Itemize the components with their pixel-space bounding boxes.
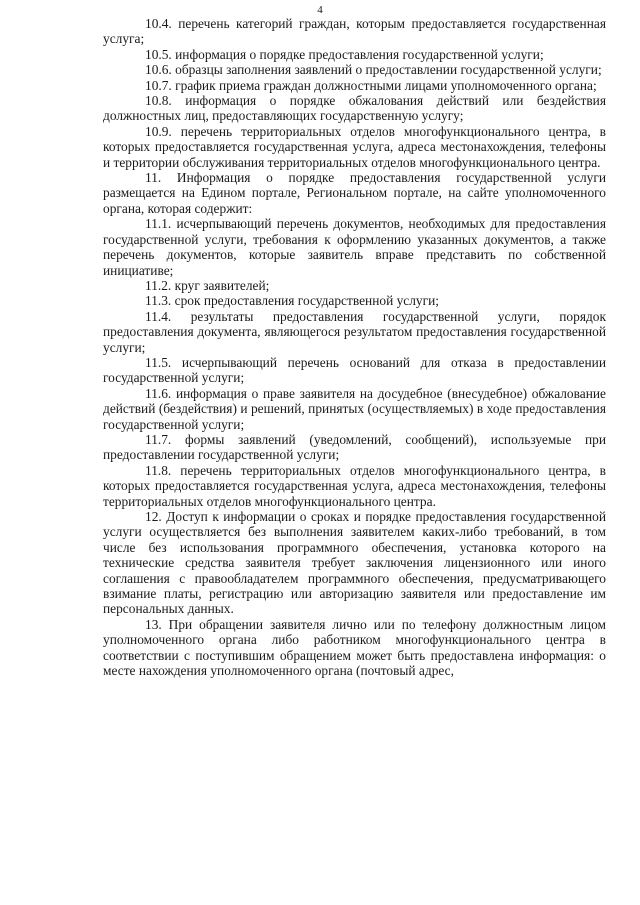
- paragraph-10-6: 10.6. образцы заполнения заявлений о предоставлении государственной услуги;: [145, 62, 602, 78]
- paragraph-11: 11. Информация о порядке предоставления государственной услуги размещается на Едином портале, Региональном портале, на сайте уполномоченного органа, которая содержит:: [103, 170, 606, 216]
- paragraph-10-4: 10.4. перечень категорий граждан, которым предоставляется государственная услуга;: [103, 16, 606, 47]
- paragraph-13: 13. При обращении заявителя лично или по телефону должностным лицом уполномоченного органа либо работником многофункционального центра в соответствии с поступившим обращением может быть предоставлена информация: о месте нахождения уполномоченного органа (почтовый адрес,: [103, 616, 606, 679]
- page-number: 4: [317, 4, 323, 16]
- paragraph-10-7: 10.7. график приема граждан должностными лицами уполномоченного органа;: [145, 77, 597, 93]
- paragraph-11-7: 11.7. формы заявлений (уведомлений, сообщений), используемые при предоставлении государственной услуги;: [103, 431, 606, 463]
- paragraph-11-1: 11.1. исчерпывающий перечень документов, необходимых для предоставления государственной услуги, требования к оформлению указанных документов, а также перечень документов, которые заявитель вправе представить по собственной инициативе;: [103, 216, 606, 278]
- paragraph-11-6: 11.6. информация о праве заявителя на досудебное (внесудебное) обжалование действий (бездействия) и решений, принятых (осуществляемых) в ходе предоставления государственной услуги;: [103, 385, 606, 432]
- paragraph-12: 12. Доступ к информации о сроках и порядке предоставления государственной услуги осуществляется без выполнения заявителем каких-либо требований, в том числе без использования программного обеспечения, установка которого на технические средства заявителя требует заключения лицензионного или иного соглашения с правообладателем программного обеспечения, предусматривающего взимание платы, регистрацию или авторизацию заявителя или предоставление им персональных данных.: [103, 509, 606, 617]
- paragraph-11-4: 11.4. результаты предоставления государственной услуги, порядок предоставления документа, являющегося результатом предоставления государственной услуги;: [103, 308, 606, 355]
- paragraph-11-5: 11.5. исчерпывающий перечень оснований для отказа в предоставлении государственной услуги;: [103, 354, 606, 386]
- document-body: [103, 16, 606, 678]
- paragraph-11-3: 11.3. срок предоставления государственной услуги;: [145, 293, 439, 309]
- paragraph-10-9: 10.9. перечень территориальных отделов многофункционального центра, в которых предоставляется государственная услуга, адреса местонахождения, телефоны и территории обслуживания территориальных отделов многофункционального центра.: [103, 123, 606, 170]
- paragraph-11-8: 11.8. перечень территориальных отделов многофункционального центра, в которых предоставляется государственная услуга, адреса местонахождения, телефоны территориальных отделов многофункционального центра.: [103, 462, 606, 509]
- paragraph-10-8: 10.8. информация о порядке обжалования действий или бездействия должностных лиц, предоставляющих государственную услугу;: [103, 93, 606, 124]
- paragraph-11-2: 11.2. круг заявителей;: [145, 277, 270, 293]
- paragraph-10-5: 10.5. информация о порядке предоставления государственной услуги;: [145, 46, 544, 62]
